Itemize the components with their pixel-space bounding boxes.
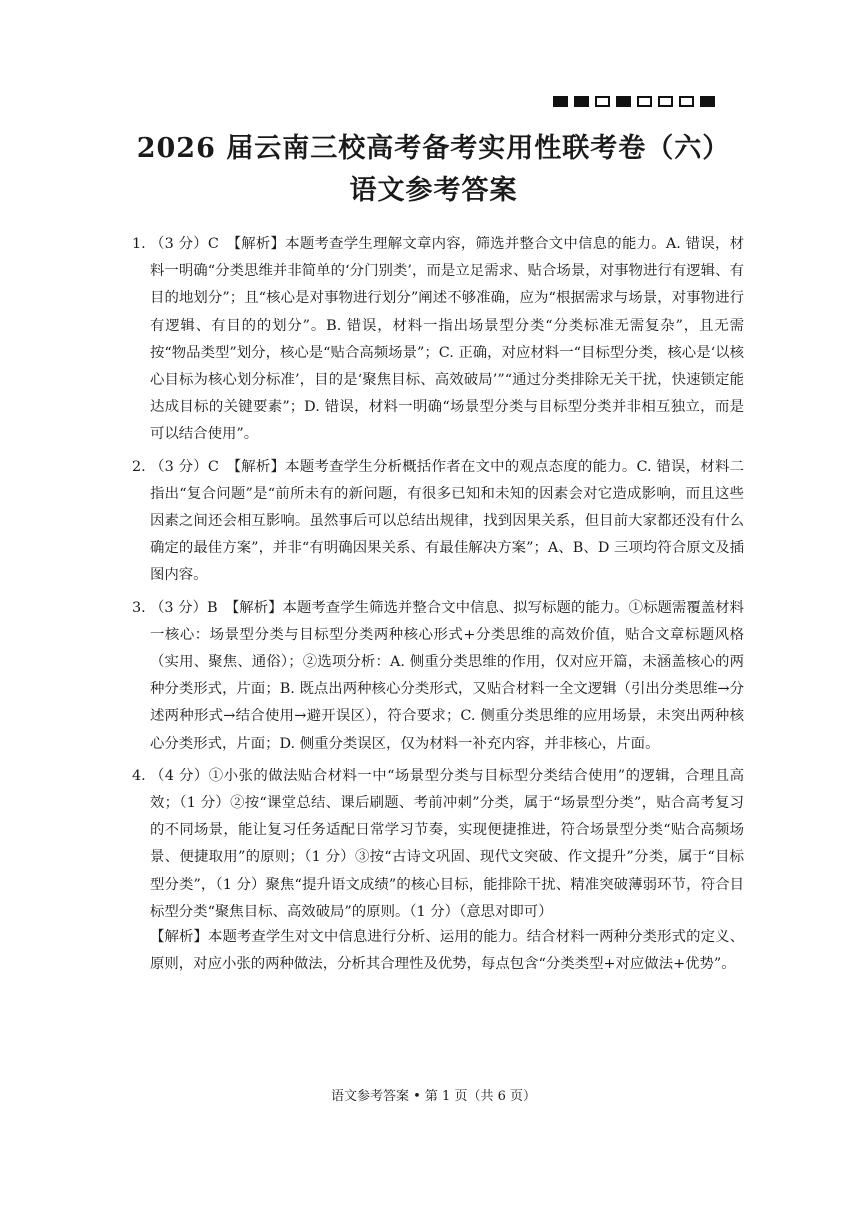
answer-analysis: 【解析】本题考查学生对文中信息进行分析、运用的能力。结合材料一两种分类形式的定义、原则，对应小张的两种做法，分析其合理性及优势，每点包含“分类类型+对应做法+优势”。: [150, 929, 744, 973]
answer-item-1: [132, 231, 744, 449]
answer-text: （3 分）C 【解析】本题考查学生理解文章内容，筛选并整合文中信息的能力。A. 错误，材料一明确“分类思维并非简单的‘分门别类’，而是立足需求、贴合场景，对事物进行有逻辑、有目的地划分”；且“核心是对事物进行划分”阐述不够准确，应为“根据需求与场景，对事物进行有逻辑、有目的的划分”。B. 错误，材料一指出场景型分类“分类标准无需复杂”，且无需按“物品类型”划分，核心是“贴合高频场景”；C. 正确，对应材料一“目标型分类，核心是‘以核心目标为核心划分标准’，目的是‘聚焦目标、高效破局’”“通过分类排除无关干扰，快速锁定能达成目标的关键要素”；D. 错误，材料一明确“场景型分类与目标型分类并非相互独立，而是可以结合使用”。: [150, 236, 744, 443]
positioning-mark-5: [637, 96, 652, 107]
positioning-mark-4: [616, 96, 631, 107]
positioning-mark-7: [679, 96, 694, 107]
answer-text: （3 分）C 【解析】本题考查学生分析概括作者在文中的观点态度的能力。C. 错误，材料二指出“复合问题”是“前所未有的新问题，有很多已知和未知的因素会对它造成影响，而且这些因素之间还会相互影响。虽然事后可以总结出规律，找到因果关系，但目前大家都还没有什么确定的最佳方案”，并非“有明确因果关系、有最佳解决方案”；A、B、D 三项均符合原文及插图内容。: [150, 458, 744, 584]
answer-item-3: [132, 595, 744, 758]
positioning-mark-2: [574, 96, 589, 107]
positioning-mark-8: [700, 96, 715, 107]
question-number: 4.: [132, 767, 146, 784]
question-number: 1.: [132, 236, 146, 252]
answer-item-2: [132, 454, 744, 590]
positioning-mark-1: [553, 96, 568, 107]
answer-text: （4 分）①小张的做法贴合材料一中“场景型分类与目标型分类结合使用”的逻辑，合理且高效；（1 分）②按“课堂总结、课后刷题、考前冲刺”分类，属于“场景型分类”，贴合高考复习的不同场景，能让复习任务适配日常学习节奏，实现便捷推进，符合场景型分类“贴合高频场景、便捷取用”的原则；（1 分）③按“古诗文巩固、现代文突破、作文提升”分类，属于“目标型分类”，（1 分）聚焦“提升语文成绩”的核心目标，能排除干扰、精准突破薄弱环节，符合目标型分类“聚焦目标、高效破局”的原则。（1 分）（意思对即可）: [150, 767, 744, 920]
page-footer: 语文参考答案 • 第 1 页（共 6 页）: [330, 1089, 536, 1104]
subject-title: 语文参考答案: [349, 175, 518, 206]
question-number: 3.: [132, 599, 146, 616]
question-number: 2.: [132, 458, 146, 475]
answer-text: （3 分）B 【解析】本题考查学生筛选并整合文中信息、拟写标题的能力。①标题需覆盖材料一核心：场景型分类与目标型分类两种核心形式+分类思维的高效价值，贴合文章标题风格（实用、聚焦、通俗）；②选项分析：A. 侧重分类思维的作用，仅对应开篇，未涵盖核心的两种分类形式，片面；B. 既点出两种核心分类形式，又贴合材料一全文逻辑（引出分类思维→分述两种形式→结合使用→避开误区），符合要求；C. 侧重分类思维的应用场景，未突出两种核心分类形式，片面；D. 侧重分类误区，仅为材料一补充内容，并非核心，片面。: [150, 599, 744, 752]
positioning-mark-3: [595, 96, 610, 107]
answer-item-4: [132, 763, 744, 979]
positioning-mark-6: [658, 96, 673, 107]
positioning-marks: [553, 96, 715, 107]
exam-title: 2026 届云南三校高考备考实用性联考卷（六）: [136, 133, 731, 164]
answers-content: [132, 231, 744, 983]
